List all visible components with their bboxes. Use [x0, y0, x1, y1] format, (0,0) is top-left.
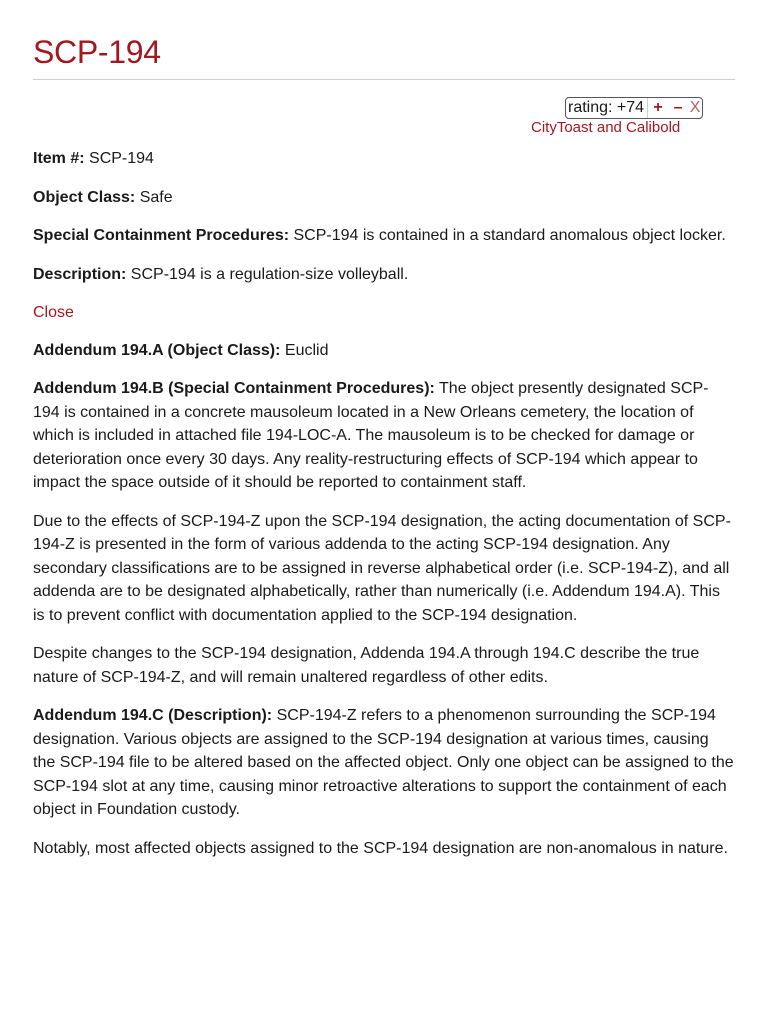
addendum-a-value: Euclid [280, 341, 329, 359]
effects-paragraph: Due to the effects of SCP-194-Z upon the SCP-194 designation, the acting documentation of SCP-194-Z is presented in the form of various addenda to the acting SCP-194 designation. Any secondary classifications are to be assigned in reverse alphabetical order (i.e. SCP-194-Z), and all addenda are to be designated alphabetically, rather than numerically (i.e. Addendum 194.A). This is to prevent conflict with documentation applied to the SCP-194 designation. [33, 512, 731, 624]
item-number-paragraph [33, 147, 735, 171]
addendum-b-text: The object presently designated SCP-194 is contained in a concrete mausoleum located in a New Orleans cemetery, the location of which is included in attached file 194-LOC-A. The mausoleum is to be checked for damage or deterioration once every 30 days. Any reality-restructuring effects of SCP-194 which appear to impact the space outside of it should be reported to containment staff. [33, 380, 709, 491]
addendum-a-paragraph [33, 339, 735, 363]
description-label: Description: [33, 265, 127, 283]
addendum-b-label: Addendum 194.B (Special Containment Procedures): [33, 380, 435, 397]
downvote-button[interactable]: – [673, 99, 683, 116]
rating-score: rating: +74 [568, 99, 645, 116]
cancel-vote-button[interactable]: X [689, 99, 701, 116]
object-class-paragraph [33, 186, 735, 210]
object-class-value: Safe [135, 188, 173, 206]
description-paragraph [33, 263, 735, 287]
title-divider [33, 79, 735, 80]
object-class-label: Object Class: [33, 188, 136, 206]
addendum-a-label: Addendum 194.A (Object Class): [33, 341, 281, 359]
author-credits: CityToast and Calibold [531, 119, 681, 136]
article-body [33, 147, 735, 875]
addendum-c-paragraph [33, 704, 735, 822]
addendum-b-paragraph [33, 377, 735, 495]
despite-paragraph: Despite changes to the SCP-194 designation, Addenda 194.A through 194.C describe the true nature of SCP-194-Z, and will remain unaltered regardless of other edits. [33, 645, 700, 686]
description-text: SCP-194 is a regulation-size volleyball. [126, 265, 409, 283]
containment-procedures-label: Special Containment Procedures: [33, 227, 290, 244]
item-number-label: Item #: [33, 150, 85, 167]
addendum-c-text: SCP-194-Z refers to a phenomenon surrounding the SCP-194 designation. Various objects are assigned to the SCP-194 designation at various times, causing the SCP-194 file to be altered based on the affected object. Only one object can be assigned to the SCP-194 slot at any time, causing minor retroactive alterations to support the containment of each object in Foundation custody. [33, 707, 734, 818]
containment-procedures-text: SCP-194 is contained in a standard anomalous object locker. [289, 227, 726, 244]
rating-module [565, 97, 703, 119]
addendum-c-label: Addendum 194.C (Description): [33, 707, 273, 724]
collapsible-close-link[interactable]: Close [33, 304, 74, 321]
upvote-button[interactable]: + [653, 99, 663, 116]
containment-procedures-paragraph [33, 224, 735, 248]
item-number-value: SCP-194 [84, 150, 154, 167]
page-title: SCP-194 [33, 34, 161, 70]
notably-paragraph: Notably, most affected objects assigned to the SCP-194 designation are non-anomalous in nature. [33, 839, 728, 857]
close-paragraph [33, 301, 735, 325]
